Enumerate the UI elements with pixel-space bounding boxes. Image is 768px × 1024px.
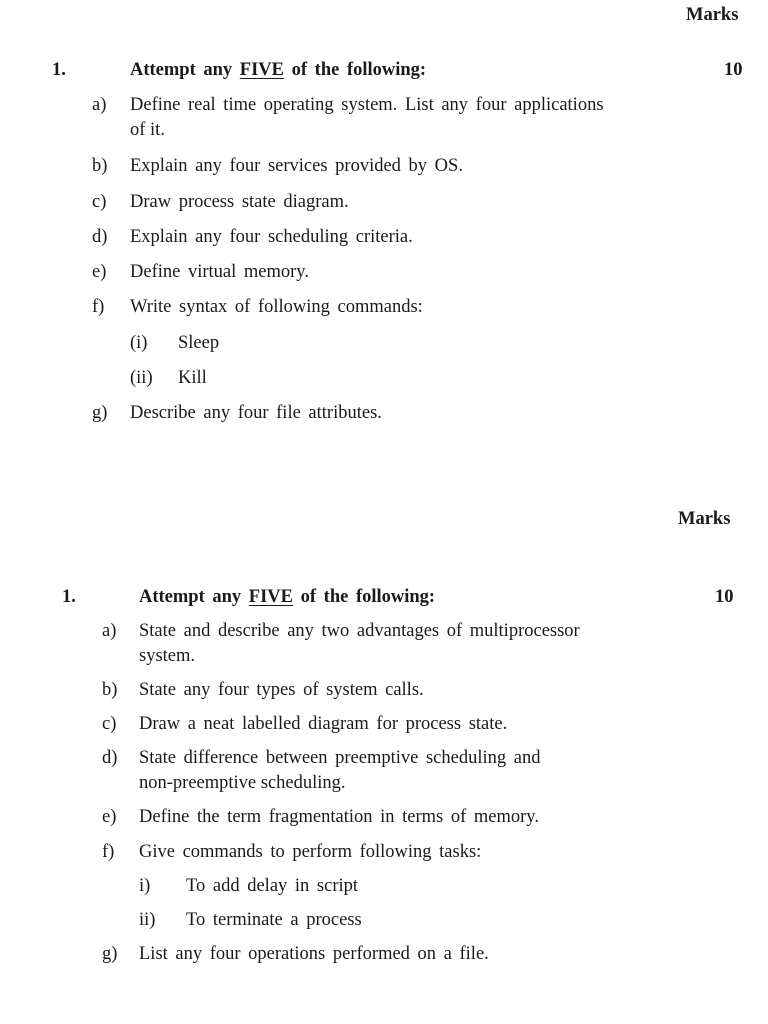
item-label: e) [102,807,117,827]
item-text: List any four operations performed on a file. [139,944,489,964]
item-label: b) [102,680,118,700]
item-text: Give commands to perform following tasks: [139,842,482,862]
title-suffix: of the following: [291,60,427,80]
item-label: e) [92,262,107,282]
question-title [130,60,426,81]
subitem-text: Kill [178,368,207,388]
item-label: g) [102,944,118,964]
item-text-continuation: non-preemptive scheduling. [139,773,346,793]
item-text: State difference between preemptive scheduling and [139,748,541,768]
item-text: Draw a neat labelled diagram for process state. [139,714,508,734]
title-suffix: of the following: [300,587,436,607]
item-text: Explain any four scheduling criteria. [130,227,413,247]
title-prefix: Attempt any [139,587,242,607]
item-text: Describe any four file attributes. [130,403,382,423]
item-text-continuation: of it. [130,120,165,140]
question-title [139,587,435,608]
item-label: f) [102,842,115,862]
item-text: Write syntax of following commands: [130,297,423,317]
item-text: State and describe any two advantages of multiprocessor [139,621,580,641]
item-text-continuation: system. [139,646,196,666]
item-text: Define real time operating system. List any four applications [130,95,604,115]
item-label: a) [92,95,107,115]
subitem-text: Sleep [178,333,220,353]
item-text: Draw process state diagram. [130,192,349,212]
marks-header: Marks [678,509,731,529]
question-number: 1. [62,587,76,607]
marks-header: Marks [686,5,739,25]
subitem-label: i) [139,876,151,896]
item-label: d) [92,227,108,247]
item-label: g) [92,403,108,423]
item-label: c) [102,714,117,734]
question-marks: 10 [715,587,734,607]
title-emphasis: FIVE [248,587,293,607]
subitem-label: (ii) [130,368,153,388]
title-emphasis: FIVE [239,60,284,80]
subitem-label: ii) [139,910,156,930]
item-label: f) [92,297,105,317]
item-label: a) [102,621,117,641]
question-marks: 10 [724,60,743,80]
item-text: State any four types of system calls. [139,680,424,700]
item-label: b) [92,156,108,176]
item-text: Explain any four services provided by OS. [130,156,463,176]
item-label: d) [102,748,118,768]
subitem-label: (i) [130,333,148,353]
item-text: Define the term fragmentation in terms of memory. [139,807,539,827]
subitem-text: To add delay in script [186,876,359,896]
item-text: Define virtual memory. [130,262,309,282]
question-number: 1. [52,60,66,80]
item-label: c) [92,192,107,212]
subitem-text: To terminate a process [186,910,362,930]
title-prefix: Attempt any [130,60,233,80]
